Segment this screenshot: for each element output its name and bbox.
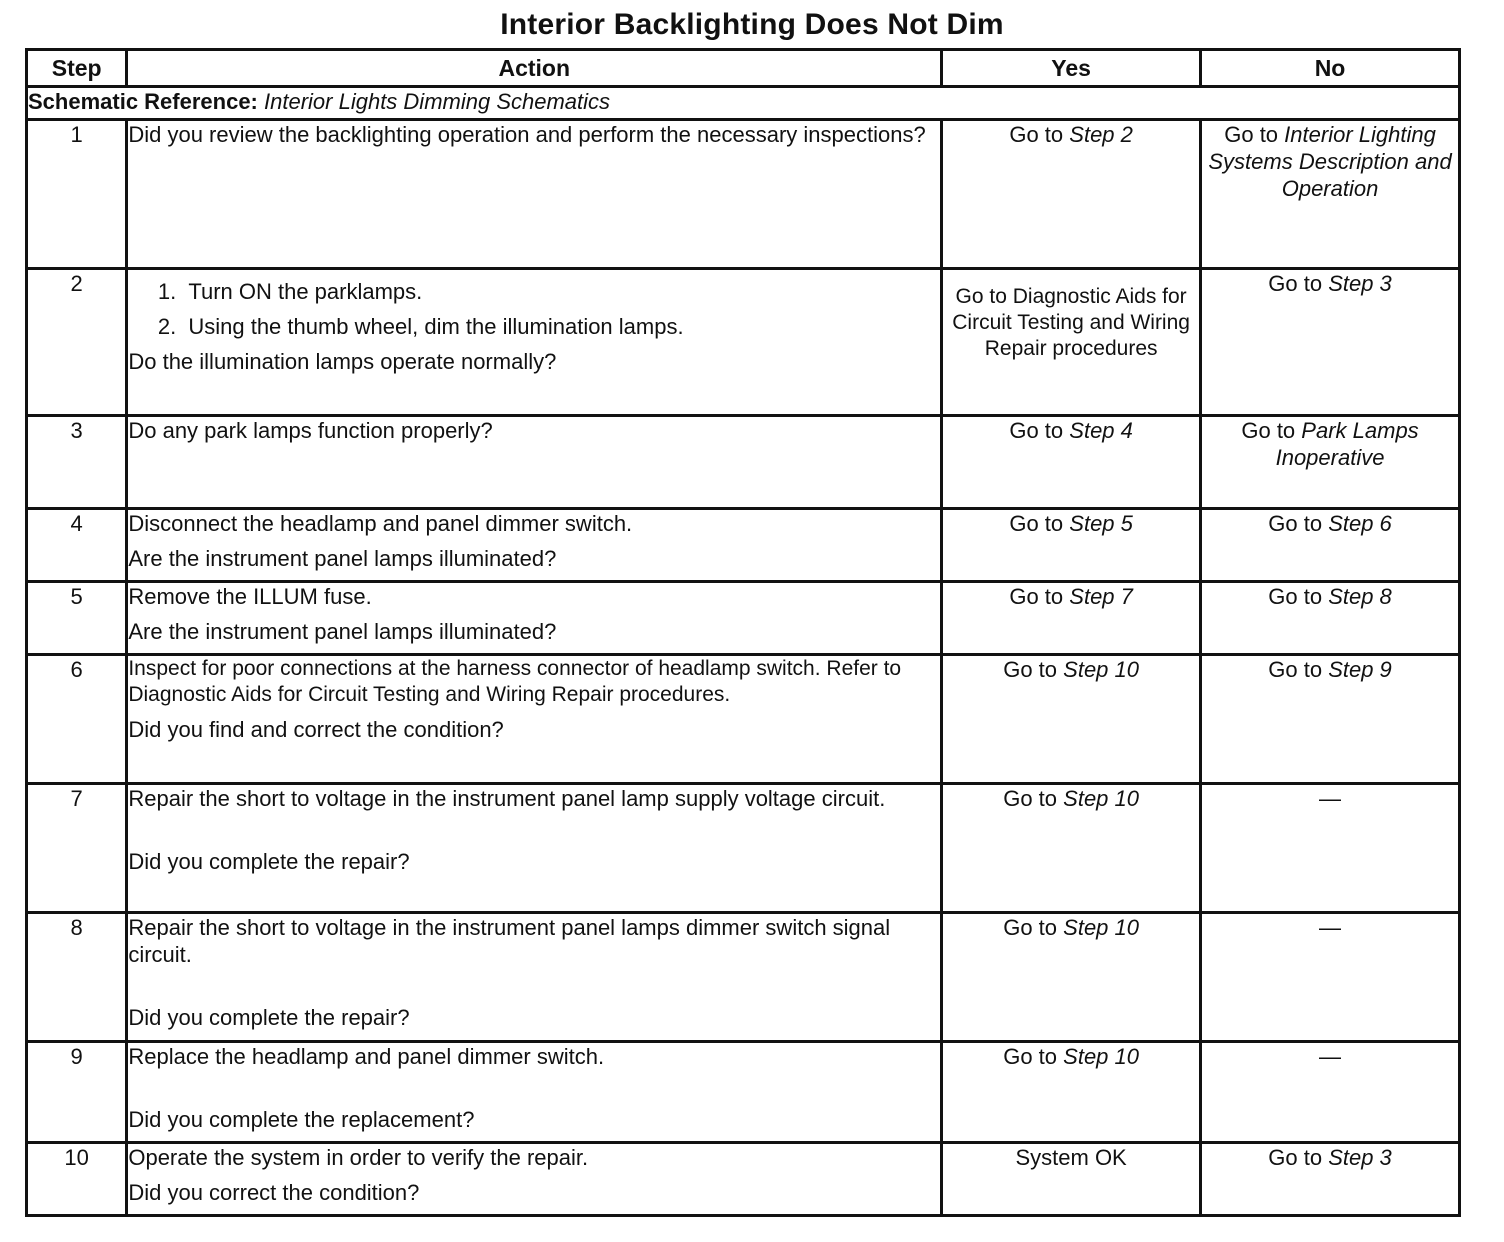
no-link[interactable]: Step 9 [1328, 657, 1392, 682]
yes-link[interactable]: Step 10 [1063, 1044, 1139, 1069]
step-number: 2 [27, 269, 127, 416]
no-prefix: Go to [1268, 511, 1323, 536]
yes-link[interactable]: Step 10 [1063, 915, 1139, 940]
yes-link[interactable]: Step 10 [1063, 657, 1139, 682]
action-cell [127, 655, 942, 784]
yes-text[interactable]: Go to Diagnostic Aids for Circuit Testing and Wiring Repair procedures [952, 285, 1190, 360]
yes-cell [942, 913, 1201, 1042]
diagnostic-table [25, 48, 1461, 1217]
header-action: Action [127, 50, 942, 87]
table-row [27, 913, 1460, 1042]
header-row [27, 50, 1460, 87]
yes-prefix: Go to [1009, 122, 1064, 147]
action-question: Did you complete the repair? [128, 849, 410, 874]
step-number: 8 [27, 913, 127, 1042]
no-prefix: Go to [1224, 122, 1279, 147]
table-row [27, 269, 1460, 416]
schematic-reference [27, 87, 1460, 120]
no-link[interactable]: Park Lamps Inoperative [1275, 418, 1419, 470]
table-row [27, 509, 1460, 582]
action-cell [127, 1042, 942, 1143]
table-row [27, 1143, 1460, 1216]
yes-prefix: Go to [1003, 657, 1058, 682]
no-cell [1201, 416, 1460, 509]
no-link[interactable]: Interior Lighting Systems Description and Operation [1208, 122, 1452, 201]
no-cell [1201, 913, 1460, 1042]
no-dash: — [1319, 786, 1342, 811]
action-cell [127, 269, 942, 416]
yes-prefix: Go to [1003, 786, 1058, 811]
no-prefix: Go to [1268, 271, 1323, 296]
step-number: 4 [27, 509, 127, 582]
action-text: Did you review the backlighting operation and perform the necessary inspections? [128, 122, 926, 147]
action-question: Are the instrument panel lamps illuminated? [128, 619, 557, 644]
step-number: 7 [27, 784, 127, 913]
table-row [27, 1042, 1460, 1143]
yes-cell [942, 655, 1201, 784]
action-question: Did you complete the repair? [128, 1005, 410, 1030]
action-text: Repair the short to voltage in the instrument panel lamps dimmer switch signal circuit. [128, 915, 891, 967]
yes-cell [942, 416, 1201, 509]
action-text: Inspect for poor connections at the harness connector of headlamp switch. Refer to Diagnostic Aids for Circuit Testing and Wiring Repair procedures. [128, 657, 902, 706]
action-cell [127, 784, 942, 913]
yes-prefix: Go to [1009, 584, 1064, 609]
no-prefix: Go to [1268, 584, 1323, 609]
table-row [27, 582, 1460, 655]
header-step: Step [27, 50, 127, 87]
action-question: Do the illumination lamps operate normally? [128, 349, 557, 374]
table-row [27, 784, 1460, 913]
schematic-label: Schematic Reference: [28, 89, 258, 114]
yes-link[interactable]: Step 5 [1069, 511, 1133, 536]
header-yes: Yes [942, 50, 1201, 87]
yes-cell [942, 509, 1201, 582]
yes-prefix: Go to [1009, 418, 1064, 443]
table-row [27, 120, 1460, 269]
no-cell [1201, 582, 1460, 655]
table-row [27, 416, 1460, 509]
action-text: Disconnect the headlamp and panel dimmer switch. [128, 511, 633, 536]
step-number: 10 [27, 1143, 127, 1216]
no-link[interactable]: Step 3 [1328, 271, 1392, 296]
yes-cell [942, 120, 1201, 269]
table-row [27, 655, 1460, 784]
action-text: Do any park lamps function properly? [128, 418, 493, 443]
action-text: Operate the system in order to verify the repair. [128, 1145, 589, 1170]
no-link[interactable]: Step 3 [1328, 1145, 1392, 1170]
yes-cell [942, 1143, 1201, 1216]
no-cell [1201, 655, 1460, 784]
yes-cell [942, 784, 1201, 913]
action-cell [127, 582, 942, 655]
action-cell [127, 913, 942, 1042]
page-title: Interior Backlighting Does Not Dim [500, 8, 1004, 41]
yes-link[interactable]: Step 2 [1069, 122, 1133, 147]
action-text: Replace the headlamp and panel dimmer switch. [128, 1044, 605, 1069]
no-cell [1201, 1143, 1460, 1216]
no-cell [1201, 784, 1460, 913]
step-number: 1 [27, 120, 127, 269]
action-text: Remove the ILLUM fuse. [128, 584, 372, 609]
action-question: Are the instrument panel lamps illuminated? [128, 546, 557, 571]
step-number: 6 [27, 655, 127, 784]
no-link[interactable]: Step 8 [1328, 584, 1392, 609]
yes-prefix: Go to [1003, 1044, 1058, 1069]
yes-cell [942, 1042, 1201, 1143]
schematic-link[interactable]: Interior Lights Dimming Schematics [264, 89, 611, 114]
yes-cell [942, 269, 1201, 416]
action-cell [127, 120, 942, 269]
no-cell [1201, 1042, 1460, 1143]
no-dash: — [1319, 1044, 1342, 1069]
no-prefix: Go to [1268, 1145, 1323, 1170]
yes-cell [942, 582, 1201, 655]
no-link[interactable]: Step 6 [1328, 511, 1392, 536]
yes-link[interactable]: Step 10 [1063, 786, 1139, 811]
action-cell [127, 1143, 942, 1216]
action-text: Repair the short to voltage in the instrument panel lamp supply voltage circuit. [128, 786, 886, 811]
list-item: 2. Using the thumb wheel, dim the illumination lamps. [182, 313, 940, 340]
action-question: Did you correct the condition? [128, 1180, 420, 1205]
action-cell [127, 509, 942, 582]
no-cell [1201, 120, 1460, 269]
yes-prefix: Go to [1003, 915, 1058, 940]
schematic-row [27, 87, 1460, 120]
no-prefix: Go to [1241, 418, 1296, 443]
no-dash: — [1319, 915, 1342, 940]
yes-prefix: Go to [1009, 511, 1064, 536]
list-item: 1. Turn ON the parklamps. [182, 278, 940, 305]
no-prefix: Go to [1268, 657, 1323, 682]
step-number: 3 [27, 416, 127, 509]
action-steps-list [128, 278, 940, 340]
no-cell [1201, 509, 1460, 582]
action-question: Did you complete the replacement? [128, 1107, 475, 1132]
step-number: 9 [27, 1042, 127, 1143]
action-cell [127, 416, 942, 509]
header-no: No [1201, 50, 1460, 87]
no-cell [1201, 269, 1460, 416]
yes-link[interactable]: Step 4 [1069, 418, 1133, 443]
yes-text: System OK [1015, 1145, 1127, 1170]
action-question: Did you find and correct the condition? [128, 717, 504, 742]
step-number: 5 [27, 582, 127, 655]
yes-link[interactable]: Step 7 [1069, 584, 1133, 609]
